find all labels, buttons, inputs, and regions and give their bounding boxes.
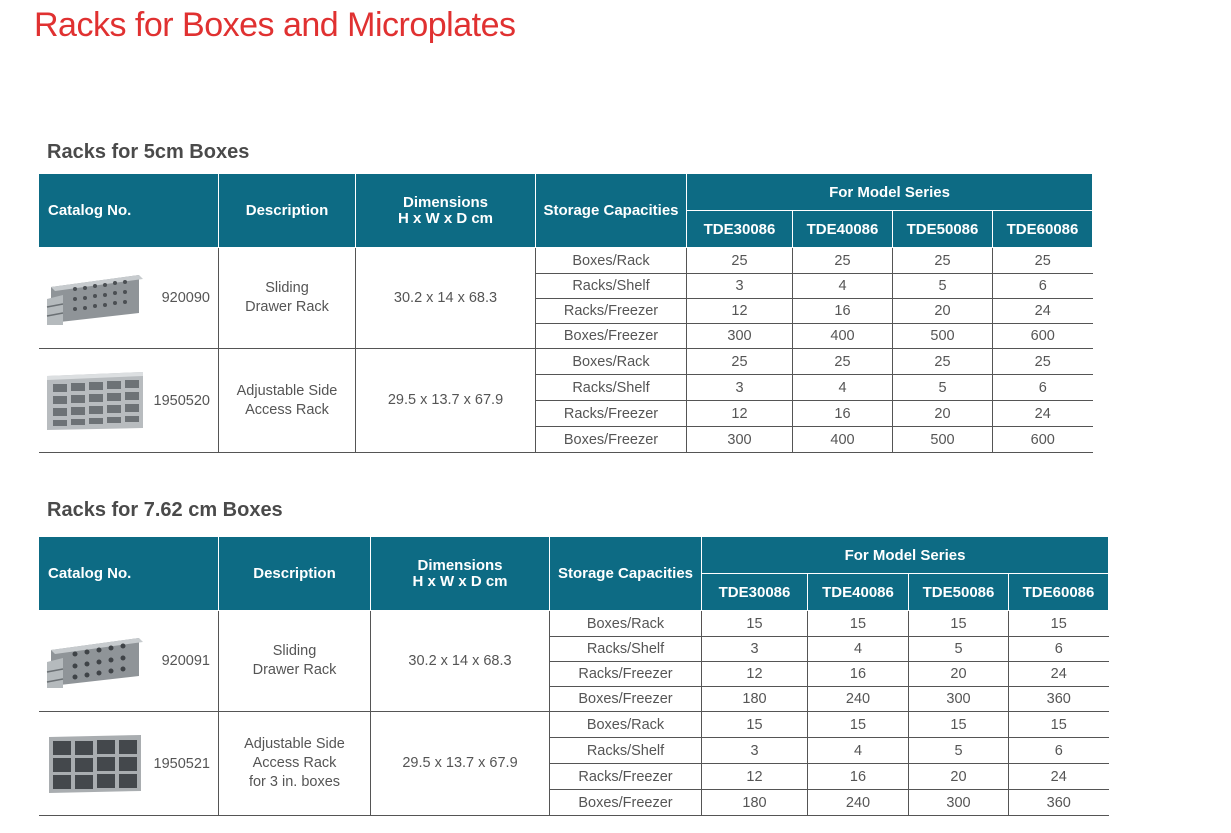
catalog-number: 1950520	[153, 392, 210, 409]
capacity-value: 25	[793, 349, 893, 375]
capacity-value: 25	[993, 248, 1093, 274]
capacity-value: 12	[702, 764, 808, 790]
model-header: TDE30086	[702, 574, 808, 611]
capacity-value: 500	[893, 324, 993, 349]
catalog-cell	[39, 248, 219, 349]
description-cell	[219, 611, 371, 712]
sliding-drawer-rack-photo-icon	[45, 632, 145, 690]
side-access-rack-photo-icon	[45, 370, 145, 432]
description-line: Access Rack	[245, 401, 329, 418]
description-cell	[219, 349, 356, 453]
catalog-cell	[39, 712, 219, 816]
sliding-drawer-rack-photo-icon	[45, 269, 145, 327]
capacity-value: 3	[702, 738, 808, 764]
dimensions-cell: 30.2 x 14 x 68.3	[371, 611, 550, 712]
capacity-value: 25	[993, 349, 1093, 375]
description-line: Drawer Rack	[252, 662, 337, 678]
capacity-value: 25	[893, 349, 993, 375]
capacity-value: 20	[893, 401, 993, 427]
capacity-label: Racks/Freezer	[536, 299, 687, 324]
capacity-value: 600	[993, 324, 1093, 349]
dimensions-header	[356, 174, 536, 248]
capacity-value: 5	[909, 637, 1009, 662]
capacity-value: 15	[702, 712, 808, 738]
catalog-number: 920091	[161, 653, 210, 669]
dimensions-header-line1: Dimensions	[402, 193, 489, 211]
capacity-value: 6	[1009, 637, 1109, 662]
capacity-value: 400	[793, 324, 893, 349]
capacity-value: 24	[993, 299, 1093, 324]
description-line: for 3 in. boxes	[248, 774, 341, 790]
model-header: TDE40086	[808, 574, 909, 611]
capacity-value: 500	[893, 427, 993, 453]
capacity-value: 15	[1009, 611, 1109, 637]
capacity-value: 15	[909, 712, 1009, 738]
catalog-cell	[39, 349, 219, 453]
description-line: Drawer Rack	[245, 299, 329, 315]
capacity-value: 25	[793, 248, 893, 274]
capacity-label: Boxes/Freezer	[536, 427, 687, 453]
catalog-header: Catalog No.	[39, 537, 219, 611]
page-title: Racks for Boxes and Microplates	[34, 6, 516, 44]
capacity-label: Boxes/Freezer	[536, 324, 687, 349]
catalog-cell	[39, 611, 219, 712]
dimensions-header-line1: Dimensions	[417, 556, 503, 574]
capacity-label: Racks/Shelf	[550, 637, 702, 662]
description-header: Description	[219, 537, 371, 611]
capacity-value: 5	[909, 738, 1009, 764]
capacity-label: Racks/Freezer	[536, 401, 687, 427]
capacity-label: Boxes/Rack	[536, 248, 687, 274]
capacity-value: 600	[993, 427, 1093, 453]
side-access-rack-photo-icon	[45, 733, 145, 795]
capacity-label: Racks/Shelf	[536, 375, 687, 401]
description-cell	[219, 248, 356, 349]
capacity-value: 3	[687, 274, 793, 299]
capacity-label: Boxes/Freezer	[550, 687, 702, 712]
capacity-value: 24	[1009, 662, 1109, 687]
capacity-value: 16	[793, 299, 893, 324]
capacity-label: Boxes/Rack	[550, 712, 702, 738]
capacity-value: 16	[808, 662, 909, 687]
capacity-value: 4	[793, 375, 893, 401]
dimensions-header-line2: H x W x D cm	[397, 209, 494, 227]
dimensions-cell: 30.2 x 14 x 68.3	[356, 248, 536, 349]
dimensions-cell: 29.5 x 13.7 x 67.9	[356, 349, 536, 453]
dimensions-header-line2: H x W x D cm	[412, 572, 508, 590]
capacity-value: 6	[993, 375, 1093, 401]
model-header: TDE60086	[1009, 574, 1109, 611]
capacity-value: 180	[702, 790, 808, 816]
catalog-header: Catalog No.	[39, 174, 219, 248]
capacity-label: Boxes/Rack	[550, 611, 702, 637]
capacity-value: 5	[893, 274, 993, 299]
model-header: TDE30086	[687, 211, 793, 248]
dimensions-cell: 29.5 x 13.7 x 67.9	[371, 712, 550, 816]
capacity-value: 15	[702, 611, 808, 637]
section-title-762cm: Racks for 7.62 cm Boxes	[47, 499, 283, 521]
dimensions-header	[371, 537, 550, 611]
capacity-value: 16	[808, 764, 909, 790]
capacity-value: 16	[793, 401, 893, 427]
section-title-5cm: Racks for 5cm Boxes	[47, 141, 250, 163]
capacity-value: 300	[909, 687, 1009, 712]
capacity-label: Racks/Freezer	[550, 764, 702, 790]
description-cell	[219, 712, 371, 816]
capacity-value: 4	[808, 738, 909, 764]
description-line: Adjustable Side	[244, 736, 345, 752]
capacity-value: 3	[687, 375, 793, 401]
capacity-value: 300	[909, 790, 1009, 816]
capacity-value: 4	[808, 637, 909, 662]
capacity-value: 24	[1009, 764, 1109, 790]
capacity-value: 360	[1009, 687, 1109, 712]
capacity-label: Boxes/Rack	[536, 349, 687, 375]
catalog-number: 920090	[161, 290, 210, 306]
capacity-value: 15	[808, 611, 909, 637]
storage-header: Storage Capacities	[536, 174, 687, 248]
capacity-label: Racks/Freezer	[550, 662, 702, 687]
capacity-label: Racks/Shelf	[550, 738, 702, 764]
capacity-value: 25	[687, 349, 793, 375]
capacity-value: 12	[687, 401, 793, 427]
capacity-value: 360	[1009, 790, 1109, 816]
rack-table-5cm	[38, 173, 1093, 453]
capacity-value: 6	[1009, 738, 1109, 764]
capacity-value: 300	[687, 427, 793, 453]
catalog-number: 1950521	[153, 755, 210, 772]
capacity-value: 15	[808, 712, 909, 738]
description-line: Sliding	[265, 280, 309, 296]
description-line: Access Rack	[252, 755, 337, 771]
capacity-value: 6	[993, 274, 1093, 299]
rack-table-762cm	[38, 536, 1109, 816]
description-line: Adjustable Side	[236, 382, 338, 399]
capacity-value: 20	[893, 299, 993, 324]
model-header: TDE50086	[893, 211, 993, 248]
model-header: TDE40086	[793, 211, 893, 248]
capacity-value: 240	[808, 687, 909, 712]
model-header: TDE60086	[993, 211, 1093, 248]
capacity-value: 300	[687, 324, 793, 349]
model-series-header: For Model Series	[687, 174, 1093, 211]
capacity-value: 240	[808, 790, 909, 816]
capacity-value: 3	[702, 637, 808, 662]
capacity-value: 20	[909, 764, 1009, 790]
description-header: Description	[219, 174, 356, 248]
capacity-value: 4	[793, 274, 893, 299]
capacity-value: 12	[702, 662, 808, 687]
capacity-value: 25	[687, 248, 793, 274]
capacity-value: 24	[993, 401, 1093, 427]
storage-header: Storage Capacities	[550, 537, 702, 611]
model-header: TDE50086	[909, 574, 1009, 611]
capacity-value: 400	[793, 427, 893, 453]
capacity-value: 25	[893, 248, 993, 274]
capacity-value: 12	[687, 299, 793, 324]
capacity-label: Racks/Shelf	[536, 274, 687, 299]
model-series-header: For Model Series	[702, 537, 1109, 574]
capacity-value: 5	[893, 375, 993, 401]
capacity-value: 15	[909, 611, 1009, 637]
capacity-label: Boxes/Freezer	[550, 790, 702, 816]
capacity-value: 15	[1009, 712, 1109, 738]
description-line: Sliding	[272, 643, 317, 659]
capacity-value: 180	[702, 687, 808, 712]
capacity-value: 20	[909, 662, 1009, 687]
